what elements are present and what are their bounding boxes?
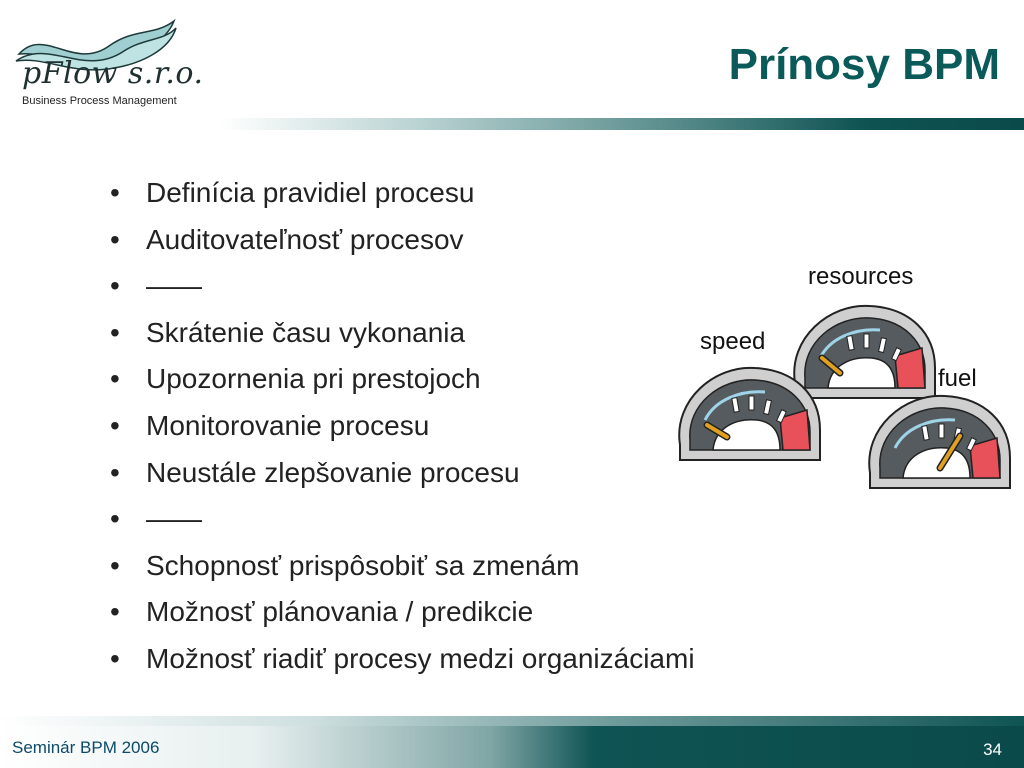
gauge-fuel-icon [869, 396, 1010, 488]
list-item [100, 543, 695, 590]
bullet-icon: • [110, 363, 120, 395]
logo-tagline: Business Process Management [22, 95, 177, 107]
list-item [100, 217, 695, 264]
bullet-icon: • [110, 503, 120, 535]
bullet-icon: • [110, 596, 120, 628]
list-item [100, 496, 695, 543]
footer-title: Seminár BPM 2006 [12, 738, 160, 757]
list-item-text: Možnosť plánovania / predikcie [146, 596, 534, 628]
list-item [100, 450, 695, 497]
list-item [100, 589, 695, 636]
title-divider-band [220, 118, 1024, 130]
list-item [100, 310, 695, 357]
list-item [100, 403, 695, 450]
footer-divider-band [0, 716, 1024, 726]
gauge-label-fuel: fuel [938, 365, 977, 392]
list-item [100, 170, 695, 217]
gauge-label-resources: resources [808, 263, 914, 290]
bullet-icon: • [110, 177, 120, 208]
list-item [100, 356, 695, 403]
bullet-icon: • [110, 409, 120, 441]
list-item [100, 636, 695, 683]
list-item-text: Možnosť riadiť procesy medzi organizáciami [146, 642, 695, 674]
gauge-resources-icon [794, 306, 935, 398]
bullet-icon: • [110, 316, 120, 348]
list-item-text: Auditovateľnosť procesov [146, 223, 464, 255]
bullet-icon: • [110, 270, 120, 302]
list-item-text: Schopnosť prispôsobiť sa zmenám [146, 549, 580, 581]
list-item-text: Definícia pravidiel procesu [146, 177, 475, 208]
list-item [100, 263, 695, 310]
list-item-text: Neustále zlepšovanie procesu [146, 456, 520, 488]
list-item-text: Skrátenie času vykonania [146, 316, 466, 348]
slide-title: Prínosy BPM [728, 40, 1000, 89]
list-item-text: Upozornenia pri prestojoch [146, 363, 481, 395]
gauges-clipart [670, 290, 1020, 500]
bullet-icon: • [110, 549, 120, 581]
bullet-icon: • [110, 223, 120, 255]
bullet-list [100, 170, 695, 683]
logo-company-name: pFlow s.r.o. [22, 56, 204, 91]
bullet-icon: • [110, 456, 120, 488]
list-item-text: —— [146, 270, 202, 302]
list-item-text: Monitorovanie procesu [146, 409, 430, 441]
list-item-text: —— [146, 503, 202, 535]
page-number: 34 [983, 740, 1002, 759]
bullet-icon: • [110, 642, 120, 674]
gauge-label-speed: speed [700, 328, 766, 355]
